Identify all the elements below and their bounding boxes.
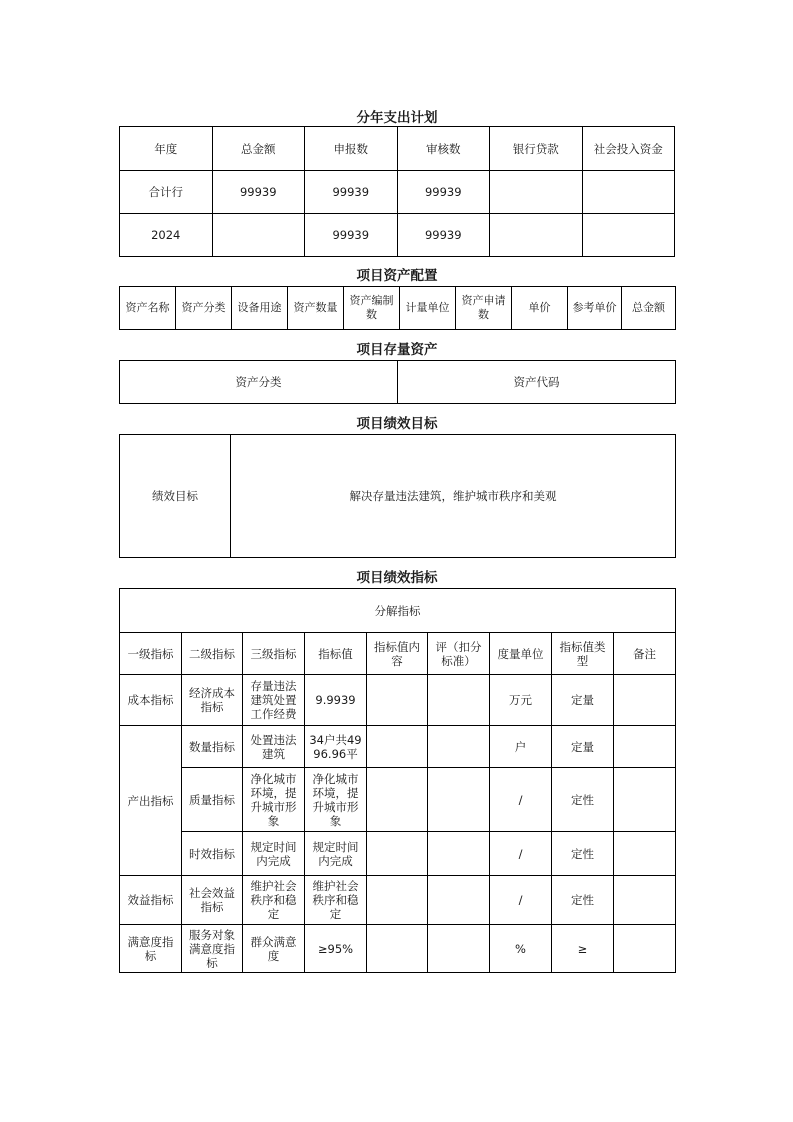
table-cell: 9.9939 [305,675,367,726]
table-cell: 服务对象满意度指标 [182,925,243,973]
table-row [120,214,675,257]
header-cell: 评（扣分标准） [428,633,490,675]
header-cell: 二级指标 [182,633,243,675]
table-header-row [120,287,676,330]
header-cell: 计量单位 [400,287,456,330]
header-cell: 三级指标 [243,633,305,675]
table-cell: 99939 [397,171,490,214]
table-cell: ≥95% [305,925,367,973]
table-cell: 99939 [305,214,398,257]
assets-title: 项目资产配置 [356,268,438,284]
header-cell: 设备用途 [232,287,288,330]
table-cell: 处置违法建筑 [243,726,305,768]
table-cell: / [490,832,552,876]
header-cell: 参考单价 [568,287,622,330]
table-cell: 99939 [397,214,490,257]
table-cell: ≥ [552,925,614,973]
table-cell: 合计行 [120,171,213,214]
table-row [120,925,676,973]
indicators-table [119,588,676,973]
table-cell [614,876,676,925]
table-cell: 户 [490,726,552,768]
table-cell: % [490,925,552,973]
header-cell: 申报数 [305,127,398,171]
header-cell: 资产名称 [120,287,176,330]
budget-title: 分年支出计划 [356,110,438,126]
goal-table [119,434,676,558]
budget-table [119,126,675,257]
table-group-header-row [120,589,676,633]
table-cell: 定性 [552,768,614,832]
table-cell [428,925,490,973]
header-cell: 银行贷款 [490,127,583,171]
group-header-cell: 分解指标 [120,589,676,633]
table-row [120,768,676,832]
table-cell: 规定时间内完成 [243,832,305,876]
table-cell [614,925,676,973]
goal-title: 项目绩效目标 [356,416,438,432]
table-cell [614,726,676,768]
table-cell: 净化城市环境，提升城市形象 [305,768,367,832]
table-cell: 定量 [552,726,614,768]
stock-title: 项目存量资产 [356,342,438,358]
table-row [120,435,676,558]
table-cell: 存量违法建筑处置工作经费 [243,675,305,726]
table-cell [367,832,428,876]
table-cell [367,768,428,832]
table-header-row [120,633,676,675]
stock-table [119,360,676,404]
goal-text: 解决存量违法建筑，维护城市秩序和美观 [231,435,676,558]
table-cell: 经济成本指标 [182,675,243,726]
header-cell: 总金额 [212,127,305,171]
level1-cell: 效益指标 [120,876,182,925]
table-cell [490,171,583,214]
table-cell: 维护社会秩序和稳定 [305,876,367,925]
table-cell [614,768,676,832]
table-cell [367,726,428,768]
table-cell [428,768,490,832]
table-cell: 数量指标 [182,726,243,768]
table-cell: / [490,768,552,832]
table-cell: 2024 [120,214,213,257]
table-cell [428,876,490,925]
assets-table [119,286,676,330]
table-cell: 99939 [305,171,398,214]
indicators-title: 项目绩效指标 [356,570,438,586]
table-cell [428,832,490,876]
level1-cell: 满意度指标 [120,925,182,973]
header-cell: 指标值类型 [552,633,614,675]
table-cell [490,214,583,257]
table-cell [614,675,676,726]
table-cell [614,832,676,876]
header-cell: 备注 [614,633,676,675]
header-cell: 审核数 [397,127,490,171]
header-cell: 资产分类 [120,361,398,404]
header-cell: 资产申请数 [456,287,512,330]
table-row [120,726,676,768]
table-cell [367,876,428,925]
goal-label: 绩效目标 [120,435,231,558]
table-cell: 定性 [552,876,614,925]
table-cell: 净化城市环境，提升城市形象 [243,768,305,832]
table-cell [582,214,675,257]
header-cell: 年度 [120,127,213,171]
table-cell [428,726,490,768]
header-cell: 资产分类 [176,287,232,330]
table-cell: 时效指标 [182,832,243,876]
header-cell: 总金额 [622,287,676,330]
table-cell: 34户共4996.96平 [305,726,367,768]
header-cell: 一级指标 [120,633,182,675]
header-cell: 资产编制数 [344,287,400,330]
table-row [120,171,675,214]
header-cell: 指标值内容 [367,633,428,675]
header-cell: 度量单位 [490,633,552,675]
table-cell [428,675,490,726]
table-row [120,876,676,925]
level1-cell: 成本指标 [120,675,182,726]
table-row [120,675,676,726]
table-cell: 群众满意度 [243,925,305,973]
table-cell: 定性 [552,832,614,876]
header-cell: 社会投入资金 [582,127,675,171]
table-row [120,832,676,876]
table-cell: 质量指标 [182,768,243,832]
table-header-row [120,127,675,171]
header-cell: 指标值 [305,633,367,675]
header-cell: 资产数量 [288,287,344,330]
header-cell: 资产代码 [398,361,676,404]
table-cell: 维护社会秩序和稳定 [243,876,305,925]
table-cell [367,925,428,973]
table-cell: 规定时间内完成 [305,832,367,876]
table-cell [367,675,428,726]
table-cell [582,171,675,214]
table-cell: 社会效益指标 [182,876,243,925]
level1-cell: 产出指标 [120,726,182,876]
table-cell: 万元 [490,675,552,726]
table-cell [212,214,305,257]
table-cell: / [490,876,552,925]
table-cell: 99939 [212,171,305,214]
table-header-row [120,361,676,404]
header-cell: 单价 [512,287,568,330]
table-cell: 定量 [552,675,614,726]
